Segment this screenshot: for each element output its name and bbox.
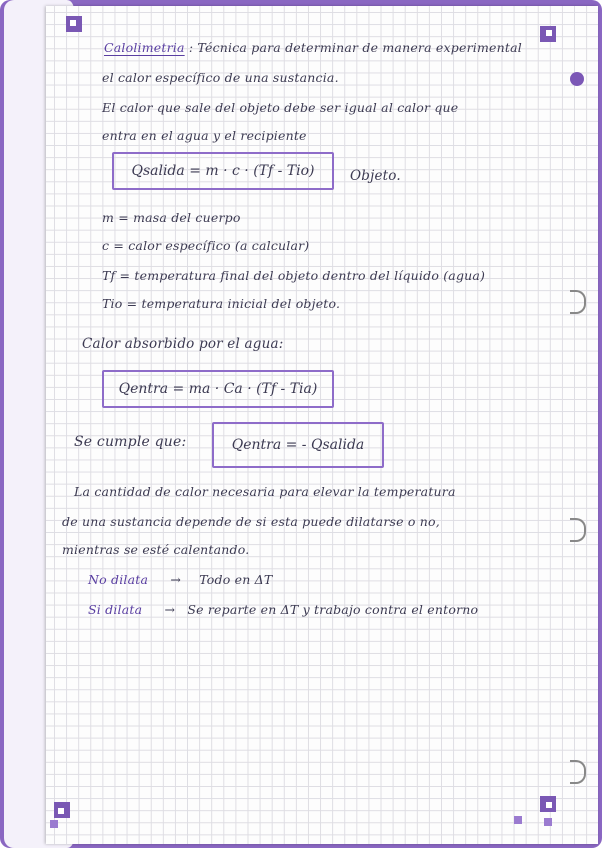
variable-tio: Tio = temperatura inicial del objeto.: [102, 296, 341, 311]
paragraph-line-1: La cantidad de calor necesaria para elevar la temperatura: [74, 484, 456, 499]
arrow-right-icon: →: [170, 572, 182, 587]
case2-text: Se reparte en ΔT y trabajo contra el entorno: [187, 602, 479, 617]
intro-line-2: el calor específico de una sustancia.: [102, 70, 339, 85]
grid-paper-sheet: [46, 6, 598, 844]
intro-line-1: [104, 40, 522, 55]
paragraph-line-2: de una sustancia depende de si esta puede dilatarse o no,: [62, 514, 440, 529]
case2-label: Si dilata: [88, 602, 143, 617]
case1-label: No dilata: [88, 572, 149, 587]
case1-text: Todo en ΔT: [199, 572, 273, 587]
formula-object-box: [112, 152, 334, 190]
absorbed-heading: Calor absorbido por el agua:: [82, 336, 284, 352]
formula-water: Qentra = ma · Ca · (Tf - Tia): [118, 381, 318, 397]
intro-line-4: entra en el agua y el recipiente: [102, 128, 307, 143]
case-si-dilata: [88, 602, 478, 617]
binder-ring-icon: [570, 290, 586, 314]
formula-water-box: [102, 370, 334, 408]
corner-mark-top-right-icon: [540, 26, 556, 42]
condition-label: Se cumple que:: [74, 434, 187, 450]
formula-condition: Qentra = - Qsalida: [231, 437, 365, 453]
corner-mark-bottom-right-icon: [540, 796, 556, 812]
corner-mark-top-left-icon: [66, 16, 82, 32]
binder-ring-icon: [570, 760, 586, 784]
formula-object-tag: Objeto.: [350, 168, 401, 184]
variable-tf: Tf = temperatura final del objeto dentro del líquido (agua): [102, 268, 486, 283]
corner-square-icon: [544, 818, 552, 826]
formula-object: Qsalida = m · c · (Tf - Tio): [131, 163, 315, 179]
variable-c: c = calor específico (a calcular): [102, 238, 310, 253]
corner-square-icon: [514, 816, 522, 824]
corner-square-icon: [50, 820, 58, 828]
corner-mark-bottom-left-icon: [54, 802, 70, 818]
intro-line-3: El calor que sale del objeto debe ser igual al calor que: [102, 100, 459, 115]
binder-ring-icon: [570, 518, 586, 542]
case-no-dilata: [88, 572, 272, 587]
variable-m: m = masa del cuerpo: [102, 210, 241, 225]
formula-condition-box: [212, 422, 384, 468]
intro-text-1: : Técnica para determinar de manera experimental: [188, 40, 522, 55]
arrow-right-icon: →: [164, 602, 176, 617]
binder-hole-icon: [570, 72, 584, 86]
paragraph-line-3: mientras se esté calentando.: [62, 542, 250, 557]
note-title: Calolimetria: [104, 40, 185, 55]
